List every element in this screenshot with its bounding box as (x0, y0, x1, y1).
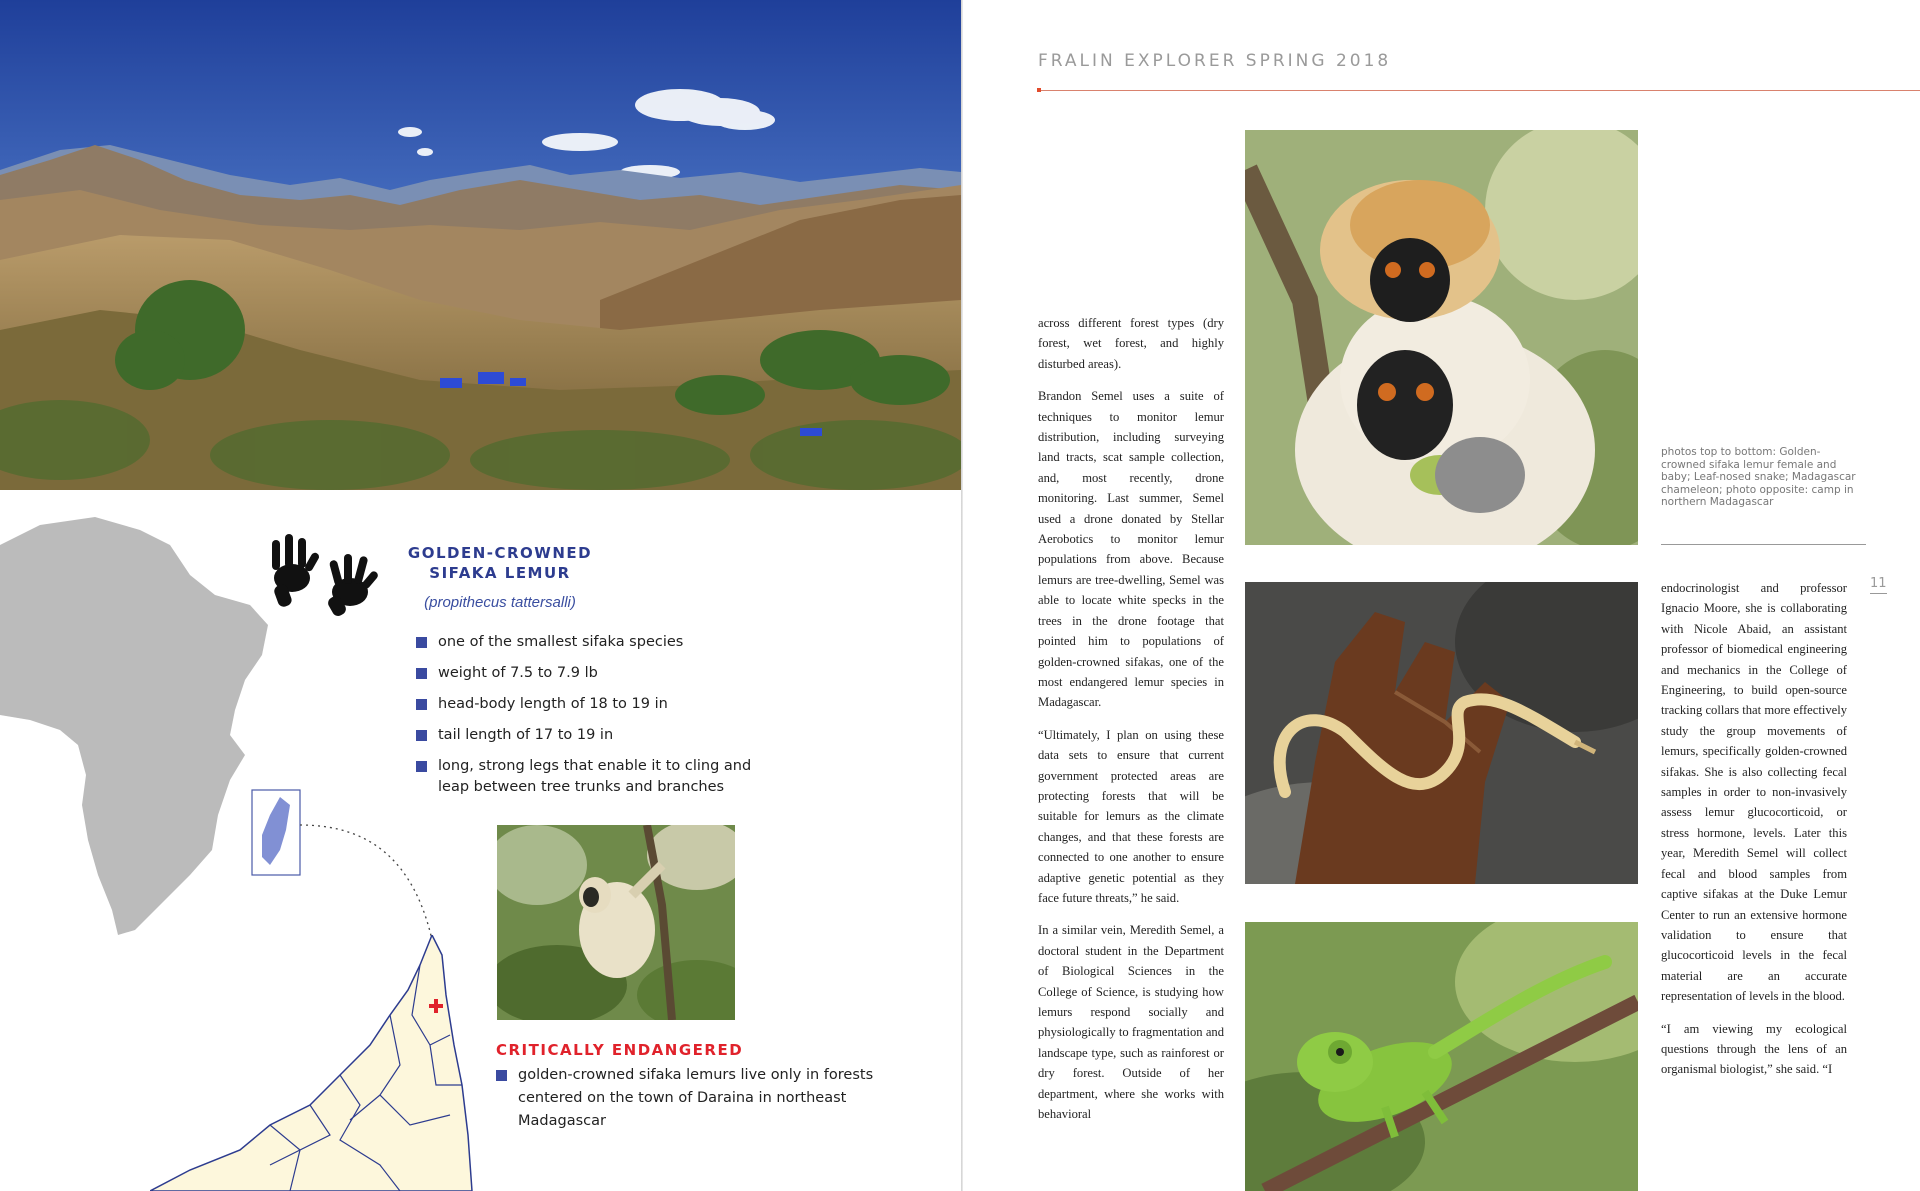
madagascar-chameleon-photo (1245, 922, 1638, 1191)
bullet-icon (416, 699, 427, 710)
bullet-icon (496, 1070, 507, 1081)
status-title: CRITICALLY ENDANGERED (496, 1041, 744, 1059)
paragraph: “Ultimately, I plan on using these data sets to ensure that current government protected areas are protecting forests that will be suitable for lemurs as the climate changes, and that these forests are connected to one another to ensure adaptive genetic potential as they face future threats,” he said. (1038, 727, 1224, 905)
photo-caption: photos top to bottom: Golden-crowned sifaka lemur female and baby; Leaf-nosed snake; Madagascar chameleon; photo opposite: camp in northern Madagascar (1661, 446, 1856, 508)
page-number: 11 (1870, 576, 1887, 594)
leaf-nosed-snake-photo (1245, 582, 1638, 884)
lemur-handprint-icon (262, 530, 392, 620)
list-item: head-body length of 18 to 19 in (416, 694, 776, 715)
header-rule (1038, 90, 1920, 91)
bullet-icon (416, 730, 427, 741)
facts-list (416, 632, 776, 808)
paragraph: endocrinologist and professor Ignacio Moore, she is collaborating with Nicole Abaid, an assistant professor of biomedical engineering and mechanics in the College of Engineering, to build open-source tracking collars that more effectively study the group movements of lemurs, specifically golden-crowned sifakas. She is also collecting fecal samples in order to non-invasively assess lemur glucocorticoid, or stress hormone, levels. Later this year, Meredith Semel will collect fecal and blood samples from captive sifakas at the Duke Lemur Center to run an extensive hormone validation to ensure that glucocorticoid levels in the fecal material are an accurate representation of levels in the blood. (1661, 581, 1847, 1004)
scientific-name: (propithecus tattersalli) (424, 594, 576, 611)
bullet-icon (416, 761, 427, 772)
paragraph: “I am viewing my ecological questions through the lens of an organismal biologist,” she said. “I (1661, 1021, 1847, 1077)
paragraph: In a similar vein, Meredith Semel, a doctoral student in the Department of Biological Sciences in the College of Science, is studying how lemurs respond socially and physiologically to fragmentation and landscape type, such as rainforest or dry forest. Outside of her department, where she works with behavioral (1038, 923, 1224, 1122)
list-item: one of the smallest sifaka species (416, 632, 776, 653)
caption-rule (1661, 544, 1866, 545)
list-item: tail length of 17 to 19 in (416, 725, 776, 746)
lemur-species-title: GOLDEN-CROWNED SIFAKA LEMUR (407, 544, 593, 582)
bullet-icon (416, 637, 427, 648)
paragraph: Brandon Semel uses a suite of techniques to monitor lemur distribution, including surveying land tracts, scat sample collection, and, most recently, drone monitoring. Last summer, Semel used a drone donated by Stellar Aerobotics to monitor lemur populations from above. Because lemurs are tree-dwelling, Semel was able to locate white specks in the trees in the drone footage that pointed him to populations of golden-crowned sifakas, one of the most endangered lemur species in Madagascar. (1038, 389, 1224, 710)
magazine-header: FRALIN EXPLORER SPRING 2018 (1038, 51, 1392, 71)
sifaka-mother-baby-photo (1245, 130, 1638, 545)
madagascar-detail-map (150, 935, 490, 1191)
paragraph: across different forest types (dry forest, wet forest, and highly disturbed areas). (1038, 316, 1224, 371)
header-accent-dot (1037, 88, 1041, 92)
article-column-left (1038, 313, 1224, 1136)
bullet-icon (416, 668, 427, 679)
list-item: weight of 7.5 to 7.9 lb (416, 663, 776, 684)
list-item: long, strong legs that enable it to cling and leap between tree trunks and branches (416, 756, 776, 798)
lemur-in-tree-photo (497, 825, 735, 1020)
landscape-photo (0, 0, 961, 490)
article-column-right (1661, 578, 1847, 1092)
status-description: golden-crowned sifaka lemurs live only in forests centered on the town of Daraina in northeast Madagascar (496, 1064, 938, 1133)
